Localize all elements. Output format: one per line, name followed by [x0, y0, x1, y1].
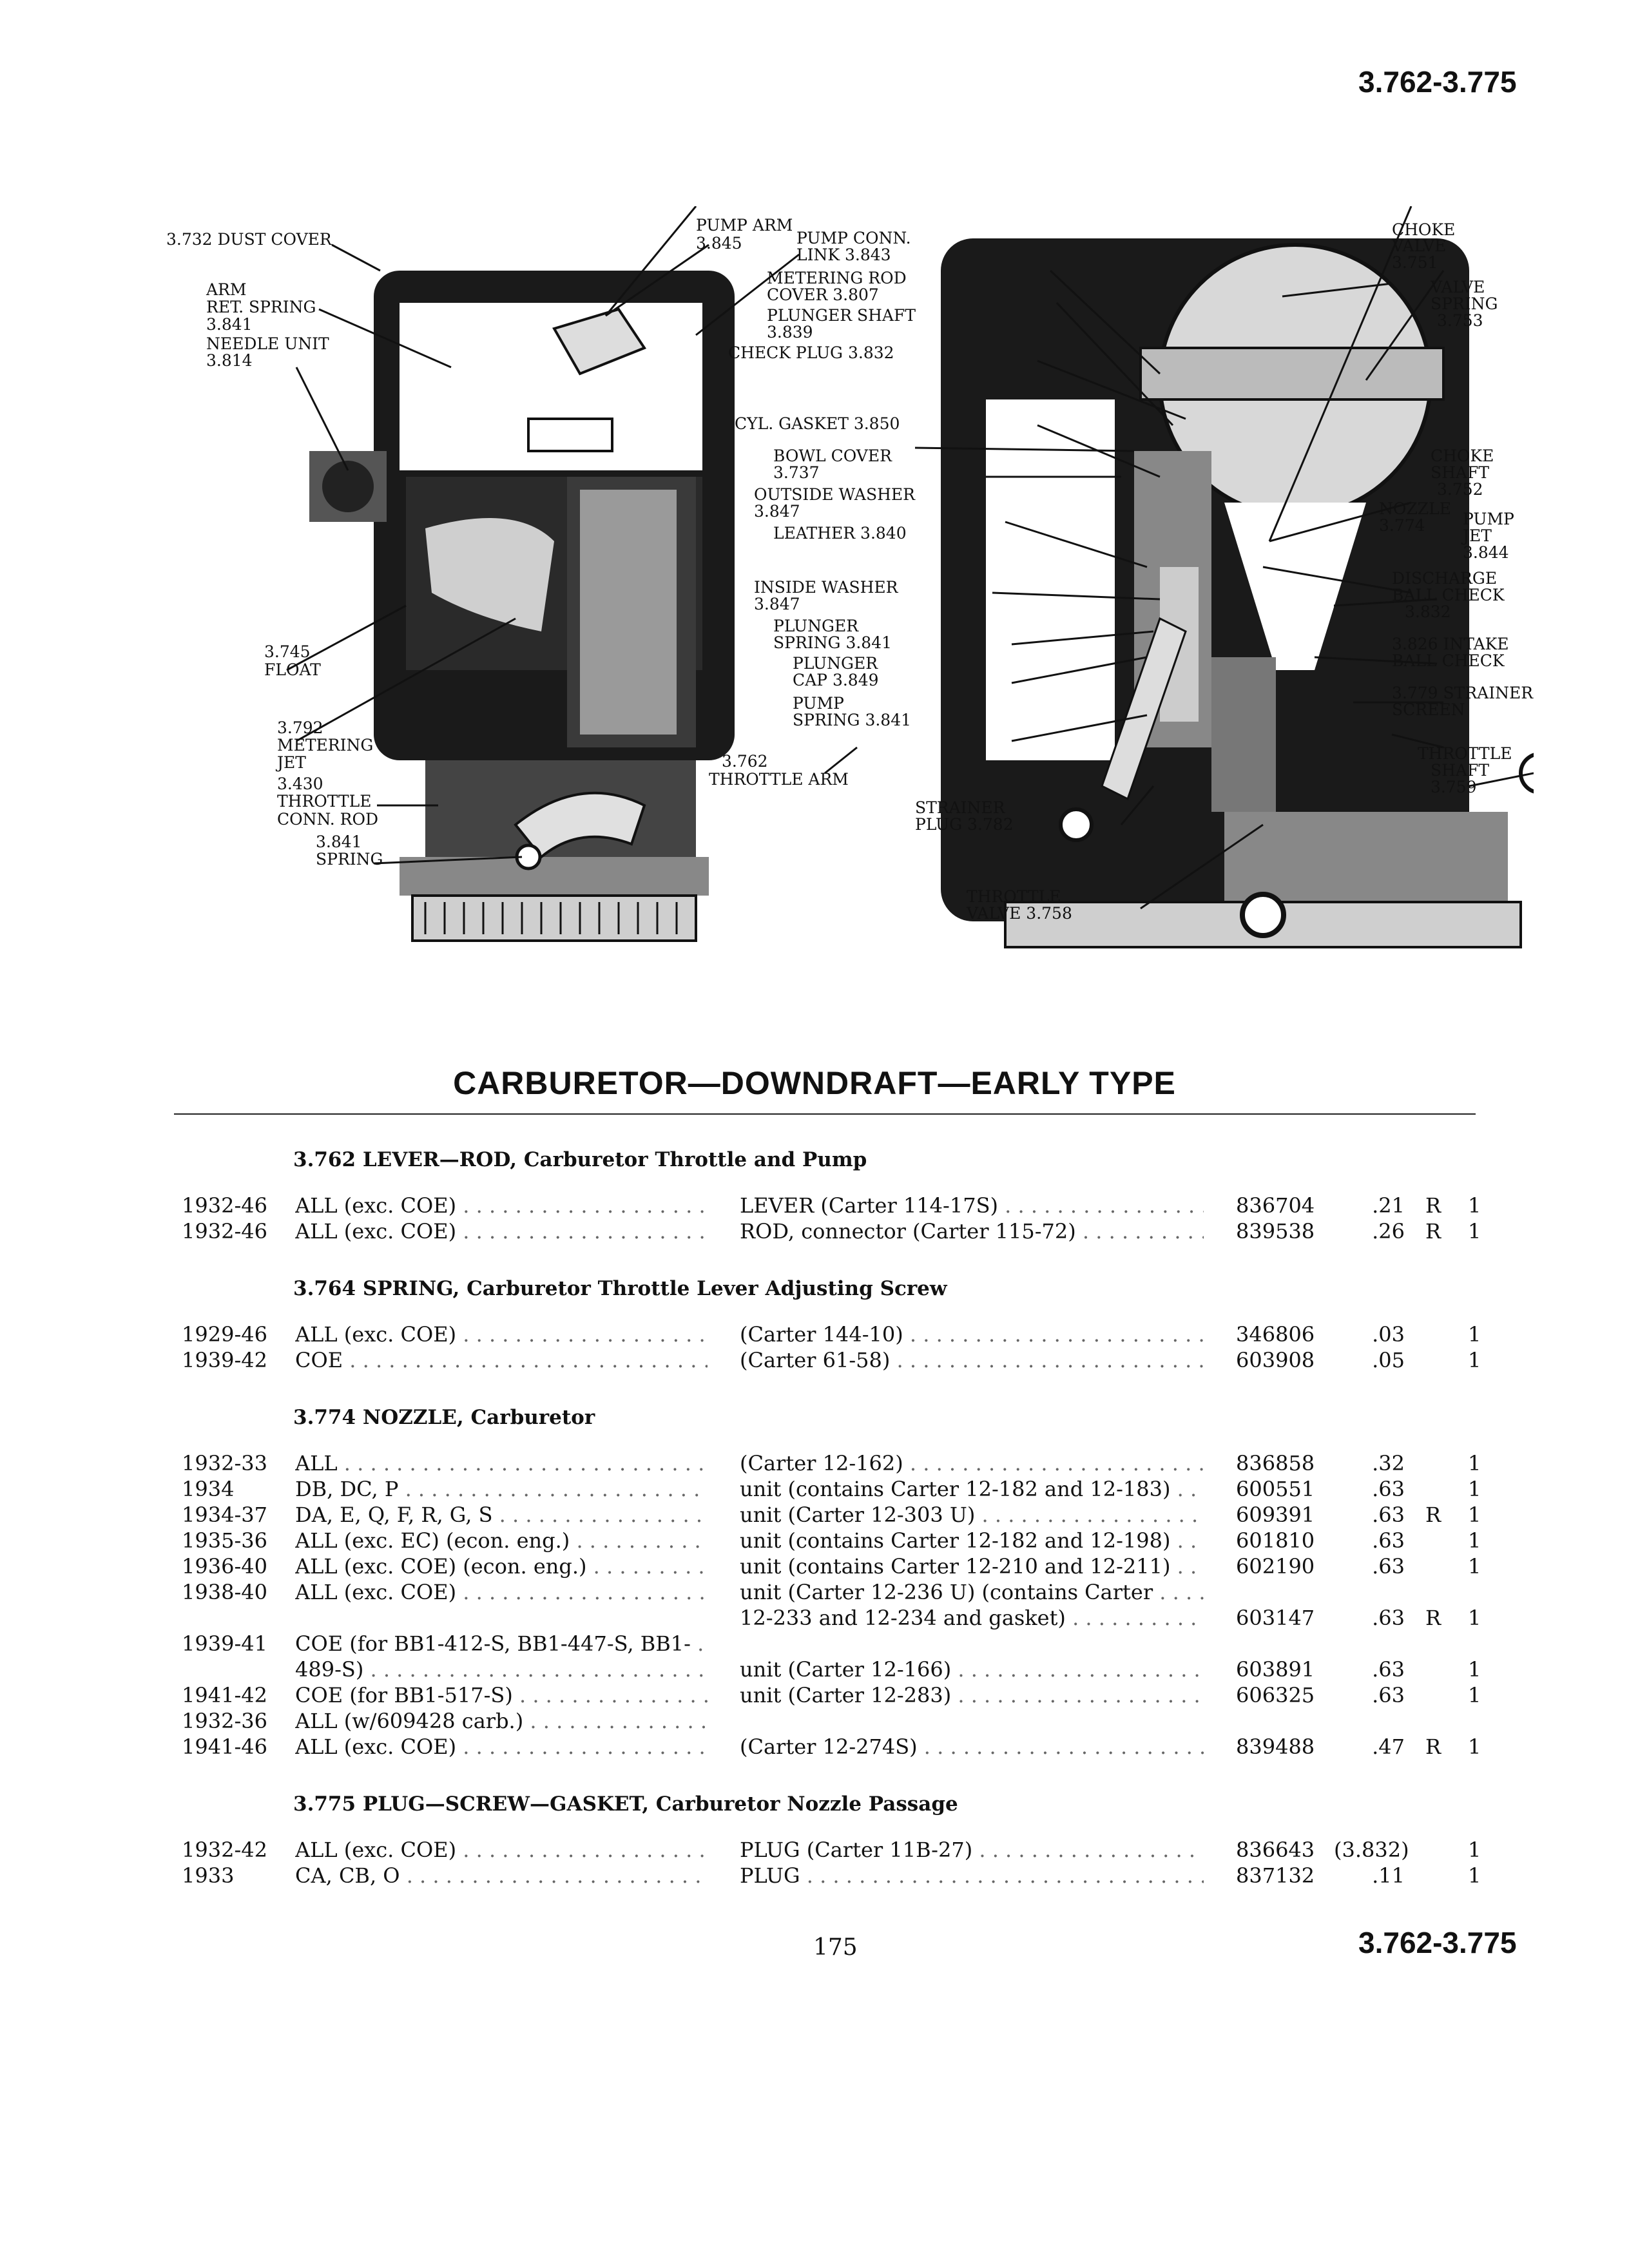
cell-qty: 1: [1468, 1863, 1481, 1888]
svg-text:PUMP ARM: PUMP ARM: [696, 216, 793, 235]
svg-text:DISCHARGE: DISCHARGE: [1392, 569, 1498, 588]
cell-price: .63: [1372, 1477, 1405, 1501]
cell-qty: 1: [1468, 1657, 1481, 1682]
svg-text:BOWL COVER: BOWL COVER: [773, 447, 892, 465]
cell-qty: 1: [1468, 1554, 1481, 1579]
cell-desc: ROD, connector (Carter 115-72) . . .: [740, 1219, 1204, 1244]
svg-text:SCREEN: SCREEN: [1392, 700, 1465, 719]
svg-text:3.847: 3.847: [754, 595, 800, 613]
cell-price: .11: [1372, 1863, 1405, 1888]
cell-desc: unit (Carter 12-236 U) (contains Carter . . .: [740, 1580, 1204, 1604]
cell-models: COE (for BB1-412-S, BB1-447-S, BB1- . . .: [295, 1631, 708, 1656]
cell-part: 603147: [1236, 1606, 1315, 1630]
cell-qty: 1: [1468, 1735, 1481, 1759]
table-row: [0, 1657, 1629, 1683]
cell-part: 836858: [1236, 1451, 1315, 1475]
page-range-footer: 3.762-3.775: [1358, 1926, 1517, 1959]
cell-qty: 1: [1468, 1606, 1481, 1630]
cell-price: .63: [1372, 1657, 1405, 1682]
table-row: [0, 1451, 1629, 1477]
cell-models: ALL . . .: [295, 1451, 708, 1475]
cell-price: .63: [1372, 1554, 1405, 1579]
cell-year: 1941-42: [182, 1683, 267, 1707]
cell-desc: (Carter 12-274S) . . .: [740, 1735, 1204, 1759]
svg-text:NOZZLE: NOZZLE: [1379, 499, 1451, 518]
cell-part: 606325: [1236, 1683, 1315, 1707]
cell-desc: unit (contains Carter 12-182 and 12-183) . . .: [740, 1477, 1204, 1501]
cell-year: 1932-42: [182, 1838, 267, 1862]
cell-ref: R: [1425, 1735, 1441, 1759]
cell-year: 1939-41: [182, 1631, 267, 1656]
svg-text:SPRING 3.841: SPRING 3.841: [793, 711, 912, 729]
cell-price: .21: [1372, 1193, 1405, 1218]
cell-qty: 1: [1468, 1503, 1481, 1527]
cell-part: 837132: [1236, 1863, 1315, 1888]
cell-year: 1936-40: [182, 1554, 267, 1579]
cell-models: ALL (exc. COE) . . .: [295, 1219, 708, 1244]
svg-text:3.826 INTAKE: 3.826 INTAKE: [1392, 635, 1509, 653]
svg-text:THROTTLE ARM: THROTTLE ARM: [709, 770, 849, 789]
cell-qty: 1: [1468, 1322, 1481, 1347]
svg-text:JET: JET: [1463, 526, 1492, 545]
svg-text:OUTSIDE WASHER: OUTSIDE WASHER: [754, 485, 915, 504]
cell-year: 1935-36: [182, 1528, 267, 1553]
table-row: [0, 1219, 1629, 1245]
cell-ref: R: [1425, 1193, 1441, 1218]
svg-text:ARM: ARM: [206, 280, 247, 299]
cell-year: 1934: [182, 1477, 235, 1501]
section-heading: 3.775 PLUG—SCREW—GASKET, Carburetor Nozzle Passage: [293, 1792, 958, 1816]
cell-ref: R: [1425, 1503, 1441, 1527]
cell-models: ALL (w/609428 carb.) . . .: [295, 1709, 708, 1733]
section-heading: 3.764 SPRING, Carburetor Throttle Lever Adjusting Screw: [293, 1277, 947, 1300]
section-heading: 3.762 LEVER—ROD, Carburetor Throttle and Pump: [293, 1148, 867, 1171]
svg-text:VALVE 3.758: VALVE 3.758: [967, 904, 1072, 923]
cell-price: .63: [1372, 1528, 1405, 1553]
cell-part: 603908: [1236, 1348, 1315, 1372]
svg-text:RET. SPRING: RET. SPRING: [206, 298, 316, 316]
cell-qty: 1: [1468, 1683, 1481, 1707]
svg-text:SHAFT: SHAFT: [1431, 463, 1490, 482]
svg-text:BALL CHECK: BALL CHECK: [1392, 651, 1505, 670]
svg-text:METERING ROD: METERING ROD: [767, 269, 907, 287]
cell-models: ALL (exc. COE) (econ. eng.) . . .: [295, 1554, 708, 1579]
svg-text:THROTTLE: THROTTLE: [277, 792, 372, 811]
svg-text:3.839: 3.839: [767, 323, 813, 341]
svg-text:VALVE: VALVE: [1392, 236, 1447, 255]
svg-text:PUMP: PUMP: [793, 694, 844, 713]
svg-text:3.751: 3.751: [1392, 253, 1438, 272]
cell-desc: (Carter 61-58) . . .: [740, 1348, 1204, 1372]
svg-text:3.732 DUST COVER: 3.732 DUST COVER: [166, 230, 332, 249]
cell-models: CA, CB, O . . .: [295, 1863, 708, 1888]
svg-text:CHECK PLUG 3.832: CHECK PLUG 3.832: [728, 343, 894, 362]
svg-text:PLUNGER SHAFT: PLUNGER SHAFT: [767, 306, 916, 325]
table-row: [0, 1580, 1629, 1606]
cell-models: ALL (exc. COE) . . .: [295, 1735, 708, 1759]
svg-text:3.847: 3.847: [754, 502, 800, 521]
table-row: [0, 1322, 1629, 1348]
svg-text:CHOKE: CHOKE: [1392, 220, 1456, 239]
title-rule: [174, 1113, 1476, 1115]
cell-price: (3.832): [1334, 1838, 1409, 1862]
svg-text:THROTTLE: THROTTLE: [967, 887, 1061, 906]
svg-text:3.745: 3.745: [264, 642, 311, 661]
table-row: [0, 1606, 1629, 1631]
svg-text:BALL CHECK: BALL CHECK: [1392, 586, 1505, 604]
svg-text:THROTTLE: THROTTLE: [1418, 744, 1512, 763]
table-row: [0, 1683, 1629, 1709]
cell-ref: R: [1425, 1606, 1441, 1630]
svg-text:STRAINER: STRAINER: [915, 798, 1005, 817]
cell-year: 1932-46: [182, 1219, 267, 1244]
cell-price: .05: [1372, 1348, 1405, 1372]
cell-price: .63: [1372, 1606, 1405, 1630]
cell-desc: unit (contains Carter 12-182 and 12-198) . . .: [740, 1528, 1204, 1553]
svg-text:3.841: 3.841: [206, 315, 253, 334]
table-row: [0, 1554, 1629, 1580]
cell-qty: 1: [1468, 1193, 1481, 1218]
cell-qty: 1: [1468, 1451, 1481, 1475]
svg-text:3.832: 3.832: [1405, 602, 1451, 621]
cell-models: DA, E, Q, F, R, G, S . . .: [295, 1503, 708, 1527]
svg-text:3.737: 3.737: [773, 463, 820, 482]
svg-text:FLOAT: FLOAT: [264, 660, 321, 679]
cell-part: 839538: [1236, 1219, 1315, 1244]
svg-text:JET: JET: [277, 753, 306, 772]
svg-text:CHOKE: CHOKE: [1431, 447, 1494, 465]
cell-price: .32: [1372, 1451, 1405, 1475]
cell-year: 1932-33: [182, 1451, 267, 1475]
cell-qty: 1: [1468, 1528, 1481, 1553]
page-range-header: 3.762-3.775: [1358, 65, 1517, 99]
cell-price: .63: [1372, 1503, 1405, 1527]
svg-text:CONN. ROD: CONN. ROD: [277, 810, 379, 829]
cell-models: ALL (exc. COE) . . .: [295, 1322, 708, 1347]
cell-models: COE . . .: [295, 1348, 708, 1372]
svg-text:SPRING: SPRING: [1431, 294, 1498, 313]
svg-text:SPRING: SPRING: [316, 850, 383, 869]
svg-text:PUMP CONN.: PUMP CONN.: [796, 229, 911, 247]
cell-desc: 12-233 and 12-234 and gasket) . . .: [740, 1606, 1204, 1630]
svg-text:3.753: 3.753: [1437, 311, 1483, 330]
left-carburetor-illustration: [309, 271, 735, 941]
cell-desc: unit (contains Carter 12-210 and 12-211) . . .: [740, 1554, 1204, 1579]
cell-models: ALL (exc. COE) . . .: [295, 1580, 708, 1604]
cell-year: 1932-46: [182, 1193, 267, 1218]
cell-year: 1938-40: [182, 1580, 267, 1604]
cell-part: 836704: [1236, 1193, 1315, 1218]
svg-text:3.762: 3.762: [722, 752, 768, 771]
cell-part: 836643: [1236, 1838, 1315, 1862]
cell-models: ALL (exc. COE) . . .: [295, 1838, 708, 1862]
cell-year: 1934-37: [182, 1503, 267, 1527]
table-row: [0, 1863, 1629, 1889]
cell-part: 603891: [1236, 1657, 1315, 1682]
svg-text:VALVE: VALVE: [1431, 278, 1485, 296]
svg-text:METERING: METERING: [277, 736, 374, 754]
svg-text:3.814: 3.814: [206, 351, 253, 370]
table-row: [0, 1193, 1629, 1219]
cell-qty: 1: [1468, 1219, 1481, 1244]
svg-text:3.430: 3.430: [277, 774, 323, 793]
cell-price: .26: [1372, 1219, 1405, 1244]
svg-text:PLUNGER: PLUNGER: [793, 654, 878, 673]
cell-models: COE (for BB1-517-S) . . .: [295, 1683, 708, 1707]
table-row: [0, 1631, 1629, 1657]
svg-text:LEATHER 3.840: LEATHER 3.840: [773, 524, 907, 543]
cell-year: 1933: [182, 1863, 235, 1888]
cell-desc: (Carter 144-10) . . .: [740, 1322, 1204, 1347]
svg-text:PLUG 3.782: PLUG 3.782: [915, 815, 1014, 834]
table-row: [0, 1348, 1629, 1374]
cell-models: DB, DC, P . . .: [295, 1477, 708, 1501]
cell-part: 602190: [1236, 1554, 1315, 1579]
cell-part: 601810: [1236, 1528, 1315, 1553]
svg-text:3.845: 3.845: [696, 234, 742, 253]
svg-text:CYL. GASKET 3.850: CYL. GASKET 3.850: [735, 414, 900, 433]
cell-models: ALL (exc. COE) . . .: [295, 1193, 708, 1218]
cell-year: 1932-36: [182, 1709, 267, 1733]
cell-part: 600551: [1236, 1477, 1315, 1501]
cell-year: 1939-42: [182, 1348, 267, 1372]
cell-desc: unit (Carter 12-166) . . .: [740, 1657, 1204, 1682]
table-row: [0, 1477, 1629, 1503]
page-number: 175: [813, 1934, 858, 1961]
svg-text:3.844: 3.844: [1463, 543, 1509, 562]
cell-desc: unit (Carter 12-283) . . .: [740, 1683, 1204, 1707]
cell-qty: 1: [1468, 1348, 1481, 1372]
cell-year: 1941-46: [182, 1735, 267, 1759]
left-callout-labels: [166, 230, 383, 869]
cell-qty: 1: [1468, 1477, 1481, 1501]
svg-text:3.841: 3.841: [316, 832, 362, 851]
table-row: [0, 1838, 1629, 1863]
cell-price: .03: [1372, 1322, 1405, 1347]
cell-desc: LEVER (Carter 114-17S) . . .: [740, 1193, 1204, 1218]
cell-models: 489-S) . . .: [295, 1657, 708, 1682]
svg-text:PLUNGER: PLUNGER: [773, 617, 859, 635]
table-row: [0, 1503, 1629, 1528]
svg-text:LINK 3.843: LINK 3.843: [796, 245, 891, 264]
svg-text:SPRING 3.841: SPRING 3.841: [773, 633, 892, 652]
cell-part: 839488: [1236, 1735, 1315, 1759]
svg-text:3.779 STRAINER: 3.779 STRAINER: [1392, 684, 1534, 702]
cell-price: .47: [1372, 1735, 1405, 1759]
svg-text:SHAFT: SHAFT: [1431, 761, 1490, 780]
svg-text:3.774: 3.774: [1379, 516, 1425, 535]
cell-ref: R: [1425, 1219, 1441, 1244]
svg-text:CAP 3.849: CAP 3.849: [793, 671, 879, 689]
table-row: [0, 1528, 1629, 1554]
svg-text:INSIDE WASHER: INSIDE WASHER: [754, 578, 898, 597]
carburetor-cutaway-diagram: [155, 206, 1534, 1005]
page-title: CARBURETOR—DOWNDRAFT—EARLY TYPE: [453, 1065, 1176, 1101]
section-heading: 3.774 NOZZLE, Carburetor: [293, 1406, 595, 1429]
cell-desc: PLUG . . .: [740, 1863, 1204, 1888]
svg-text:PUMP: PUMP: [1463, 510, 1514, 528]
table-row: [0, 1709, 1629, 1735]
cell-desc: PLUG (Carter 11B-27) . . .: [740, 1838, 1204, 1862]
svg-text:3.792: 3.792: [277, 718, 323, 737]
cell-desc: (Carter 12-162) . . .: [740, 1451, 1204, 1475]
svg-text:COVER 3.807: COVER 3.807: [767, 285, 879, 304]
cell-part: 346806: [1236, 1322, 1315, 1347]
svg-text:3.759: 3.759: [1431, 778, 1477, 796]
table-row: [0, 1735, 1629, 1760]
cell-models: ALL (exc. EC) (econ. eng.) . . .: [295, 1528, 708, 1553]
svg-text:NEEDLE UNIT: NEEDLE UNIT: [206, 334, 329, 353]
cell-year: 1929-46: [182, 1322, 267, 1347]
cell-desc: unit (Carter 12-303 U) . . .: [740, 1503, 1204, 1527]
cell-part: 609391: [1236, 1503, 1315, 1527]
cell-price: .63: [1372, 1683, 1405, 1707]
cell-qty: 1: [1468, 1838, 1481, 1862]
svg-text:3.752: 3.752: [1437, 480, 1483, 499]
